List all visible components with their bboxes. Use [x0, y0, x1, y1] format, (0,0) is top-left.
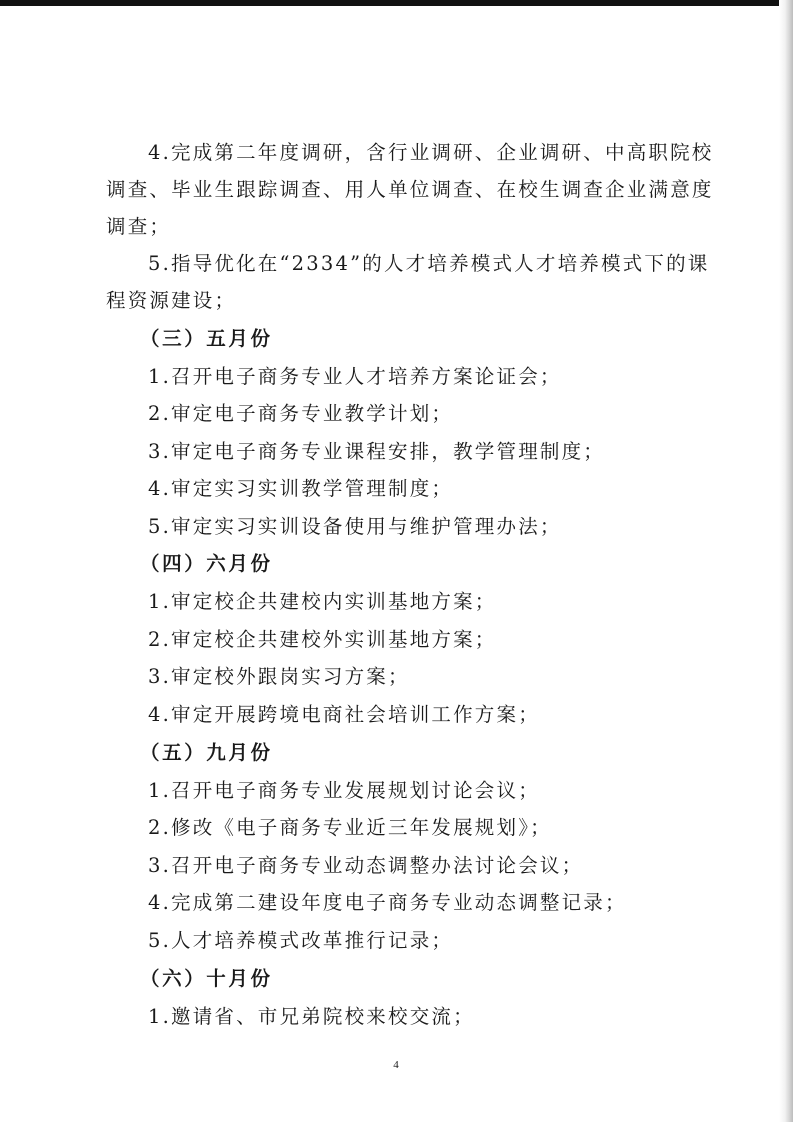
page-number: 4 — [393, 1059, 399, 1071]
paragraph-line: 5.指导优化在“2334”的人才培养模式人才培养模式下的课 — [148, 252, 710, 275]
list-item: 2.修改《电子商务专业近三年发展规划》； — [148, 816, 552, 839]
list-item: 3.审定校外跟岗实习方案； — [148, 665, 410, 688]
list-item: 5.审定实习实训设备使用与维护管理办法； — [148, 515, 562, 538]
list-item: 1.邀请省、市兄弟院校来校交流； — [148, 1005, 475, 1028]
paragraph-line: 程资源建设； — [106, 289, 237, 312]
list-item: 4.审定开展跨境电商社会培训工作方案； — [148, 703, 540, 726]
section-heading: （四）六月份 — [140, 552, 273, 575]
list-item: 2.审定电子商务专业教学计划； — [148, 402, 454, 425]
paragraph-line: 调查、毕业生跟踪调查、用人单位调查、在校生调查企业满意度 — [106, 178, 714, 201]
list-item: 4.审定实习实训教学管理制度； — [148, 477, 454, 500]
section-heading: （五）九月份 — [140, 741, 273, 764]
list-item: 2.审定校企共建校外实训基地方案； — [148, 628, 497, 651]
list-item: 1.召开电子商务专业发展规划讨论会议； — [148, 779, 540, 802]
list-item: 1.审定校企共建校内实训基地方案； — [148, 590, 497, 613]
paragraph-line: 4.完成第二年度调研，含行业调研、企业调研、中高职院校 — [148, 141, 714, 164]
list-item: 3.审定电子商务专业课程安排，教学管理制度； — [148, 440, 606, 463]
list-item: 3.召开电子商务专业动态调整办法讨论会议； — [148, 854, 584, 877]
section-heading: （六）十月份 — [140, 967, 273, 990]
section-heading: （三）五月份 — [140, 327, 273, 350]
list-item: 1.召开电子商务专业人才培养方案论证会； — [148, 365, 562, 388]
paragraph-line: 调查； — [106, 215, 172, 238]
list-item: 5.人才培养模式改革推行记录； — [148, 929, 454, 952]
list-item: 4.完成第二建设年度电子商务专业动态调整记录； — [148, 891, 627, 914]
